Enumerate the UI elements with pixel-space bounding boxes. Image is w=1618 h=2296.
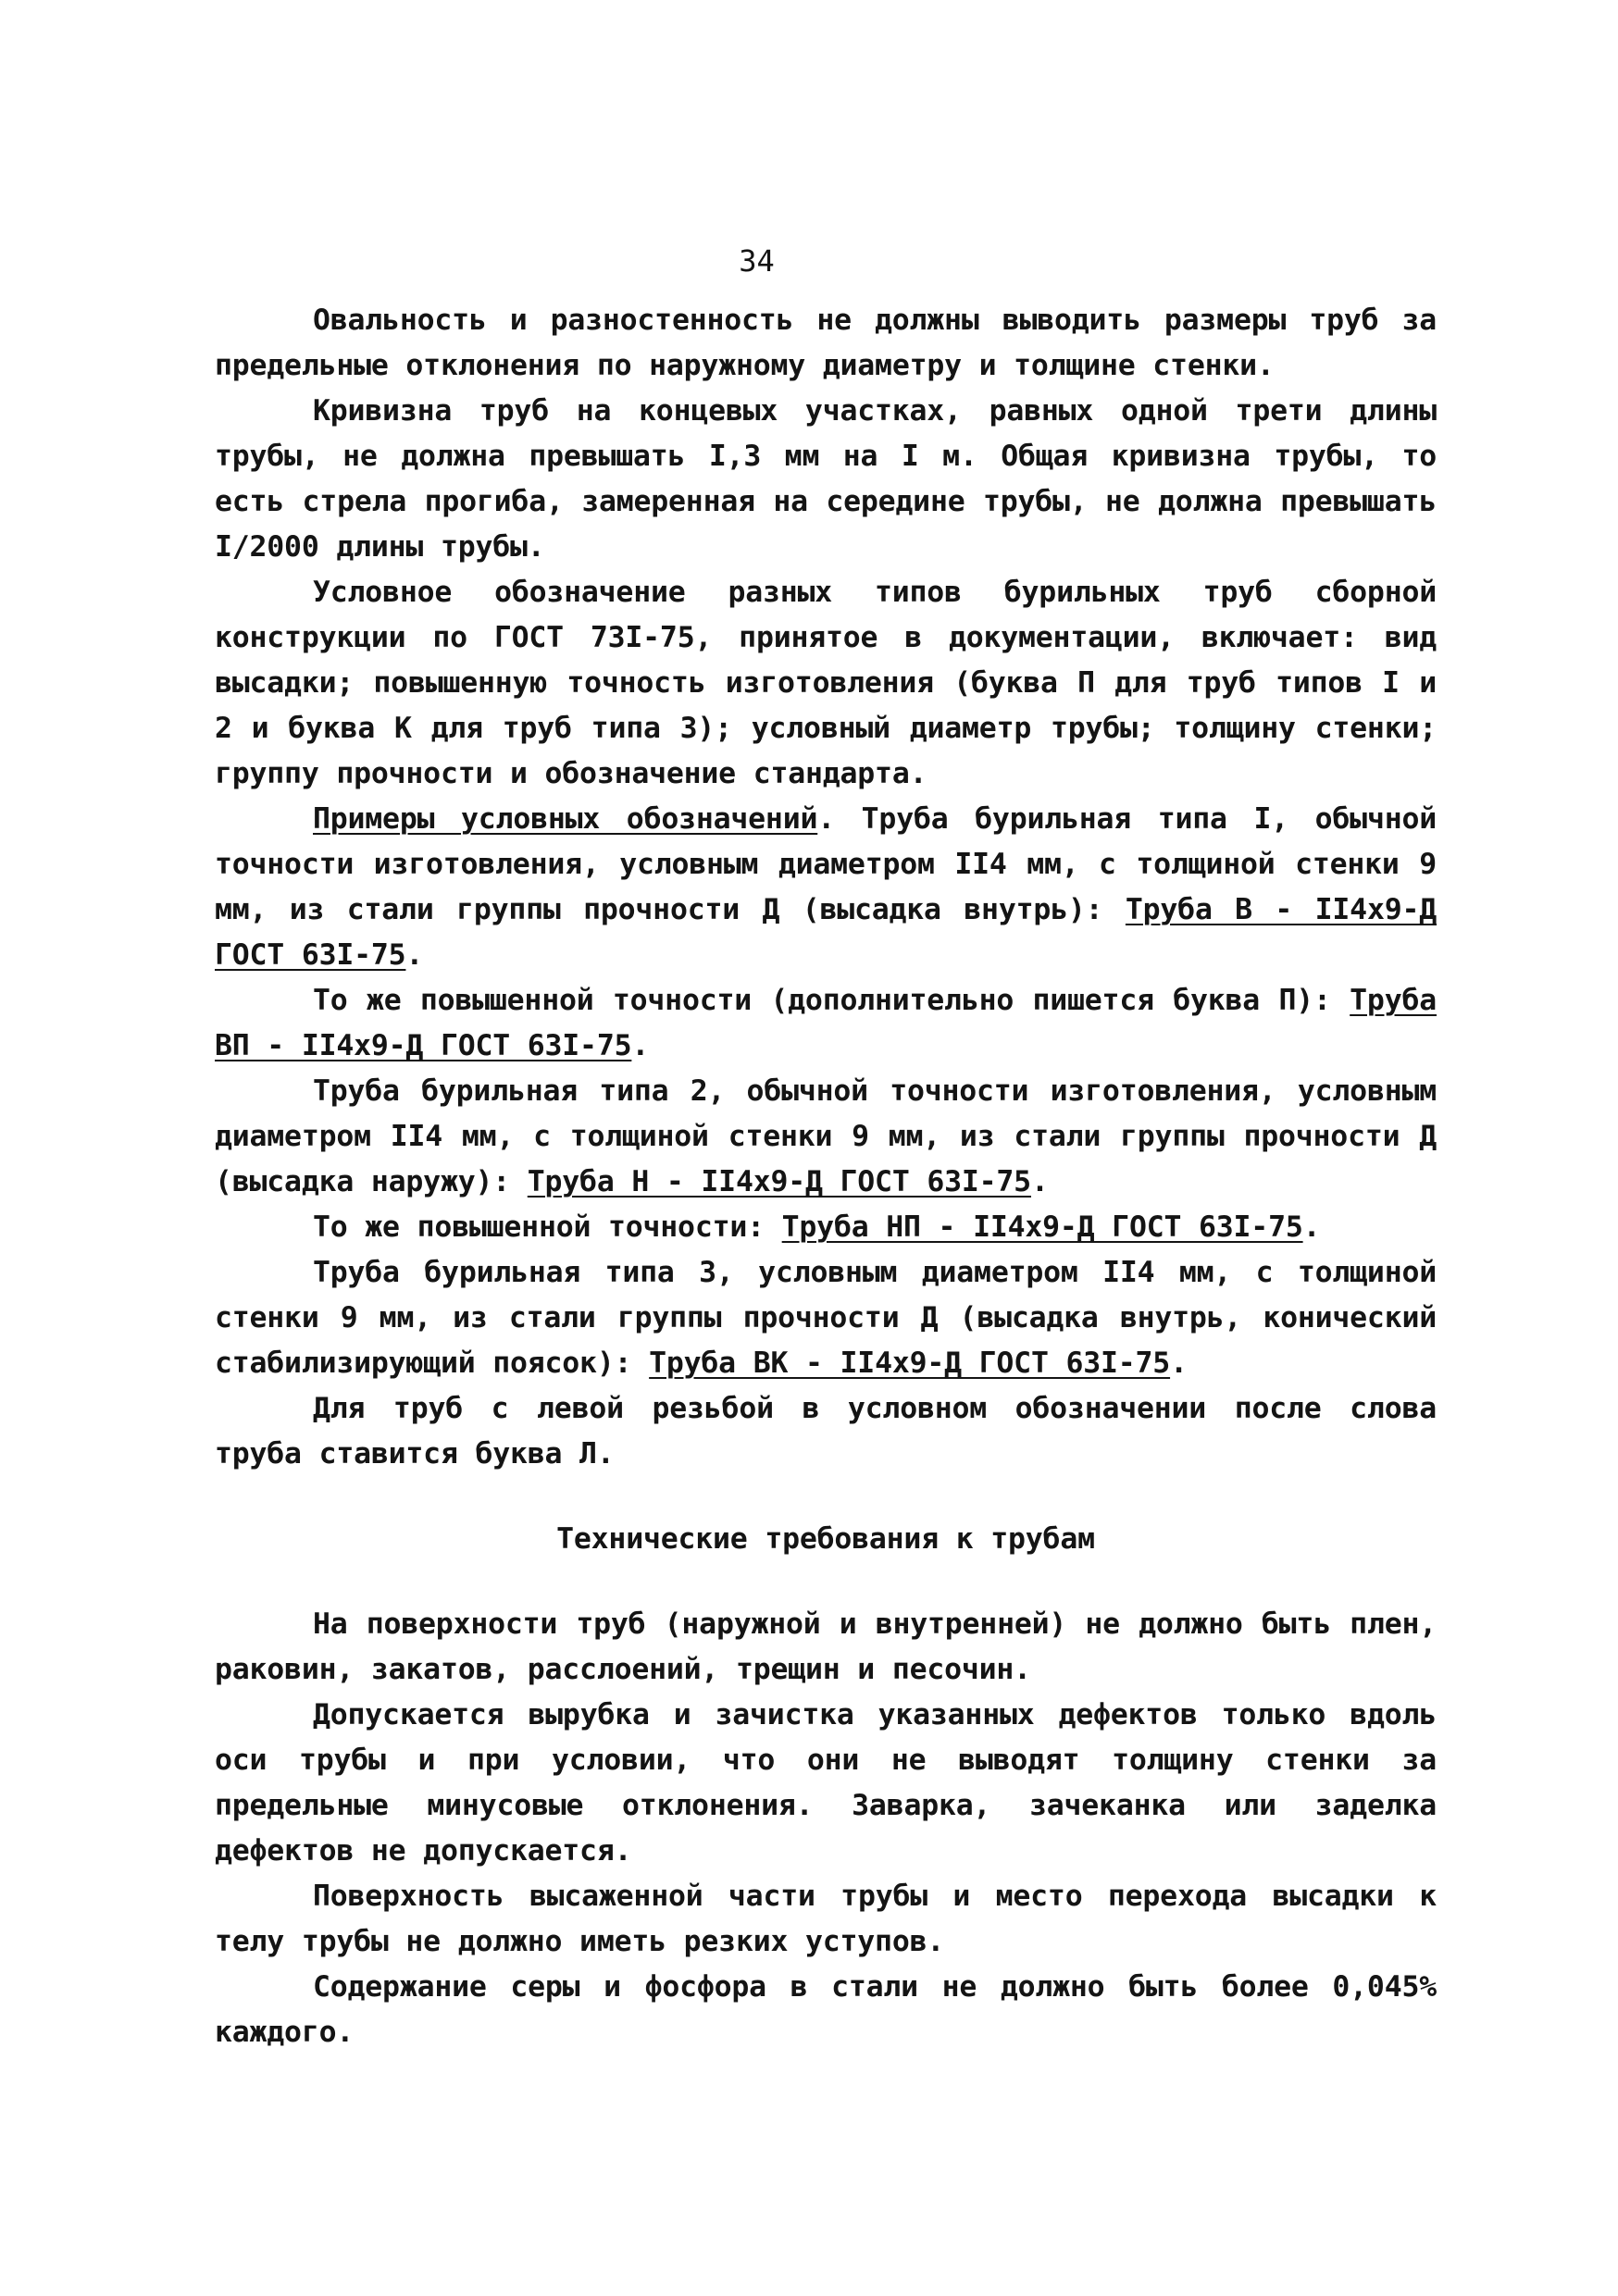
example-5-period: . xyxy=(1170,1347,1188,1380)
paragraph-example-5 xyxy=(215,1250,1437,1386)
page-number: 34 xyxy=(739,243,775,279)
example-5-designation: Труба ВК - II4x9-Д ГОСТ 63I-75 xyxy=(649,1347,1171,1380)
example-2-text: То же повышенной точности (дополнительно пишется буква П): xyxy=(313,984,1350,1017)
paragraph-surface-defects: На поверхности труб (наружной и внутренней) не должно быть плен, раковин, закатов, расслоений, трещин и песочин. xyxy=(215,1607,1437,1686)
example-2-period: . xyxy=(631,1029,650,1062)
example-4-period: . xyxy=(1302,1210,1321,1244)
paragraph-example-3 xyxy=(215,1069,1437,1205)
examples-heading: Примеры условных обозначений xyxy=(313,802,818,836)
paragraph-ovality: Овальность и разностенность не должны выводить размеры труб за предельные отклонения по наружному диаметру и толщине стенки. xyxy=(215,304,1437,382)
example-2-designation: Труба ВП - II4x9-Д ГОСТ 63I-75 xyxy=(215,984,1437,1062)
example-1-text: . Труба бурильная типа I, обычной точности изготовления, условным диаметром II4 мм, с толщиной стенки 9 мм, из стали группы прочности Д (высадка внутрь): xyxy=(215,802,1437,926)
paragraph-sulfur-phosphorus: Содержание серы и фосфора в стали не должно быть более 0,045% каждого. xyxy=(215,1970,1437,2049)
example-4-text: То же повышенной точности: xyxy=(313,1210,782,1244)
example-5-text: Труба бурильная типа 3, условным диаметром II4 мм, с толщиной стенки 9 мм, из стали группы прочности Д (высадка внутрь, конический стабилизирующий поясок): xyxy=(215,1256,1437,1380)
paragraph-designation-rules: Условное обозначение разных типов бурильных труб сборной конструкции по ГОСТ 73I-75, принятое в документации, включает: вид высадки; повышенную точность изготовления (буква П для труб типов I и 2 и буква К для труб типа 3); условный диаметр трубы; толщину стенки; группу прочности и обозначение стандарта. xyxy=(215,576,1437,790)
paragraph-curvature: Кривизна труб на концевых участках, равных одной трети длины трубы, не должна превышать I,3 мм на I м. Общая кривизна трубы, то есть стрела прогиба, замеренная на середине трубы, не должна превышать I/2000 длины трубы. xyxy=(215,394,1437,564)
paragraph-example-4 xyxy=(215,1205,1437,1250)
example-3-designation: Труба Н - II4x9-Д ГОСТ 63I-75 xyxy=(527,1165,1031,1198)
example-3-period: . xyxy=(1030,1165,1049,1198)
example-1-period: . xyxy=(405,938,424,972)
paragraph-upset-surface: Поверхность высаженной части трубы и место перехода высадки к телу трубы не должно иметь резких уступов. xyxy=(215,1880,1437,1958)
paragraph-example-2 xyxy=(215,978,1437,1069)
section-title: Технические требования к трубам xyxy=(556,1522,1095,1556)
example-4-designation: Труба НП - II4x9-Д ГОСТ 63I-75 xyxy=(781,1210,1303,1244)
paragraph-example-1 xyxy=(215,797,1437,978)
example-3-text: Труба бурильная типа 2, обычной точности изготовления, условным диаметром II4 мм, с толщиной стенки 9 мм, из стали группы прочности Д (высадка наружу): xyxy=(215,1074,1437,1198)
paragraph-defect-removal: Допускается вырубка и зачистка указанных дефектов только вдоль оси трубы и при условии, что они не выводят толщину стенки за предельные минусовые отклонения. Заварка, зачеканка или заделка дефектов не допускается. xyxy=(215,1698,1437,1868)
paragraph-left-thread: Для труб с левой резьбой в условном обозначении после слова труба ставится буква Л. xyxy=(215,1392,1437,1471)
body-text xyxy=(215,298,1437,2055)
example-1-designation: Труба В - II4x9-Д ГОСТ 63I-75 xyxy=(215,893,1438,972)
